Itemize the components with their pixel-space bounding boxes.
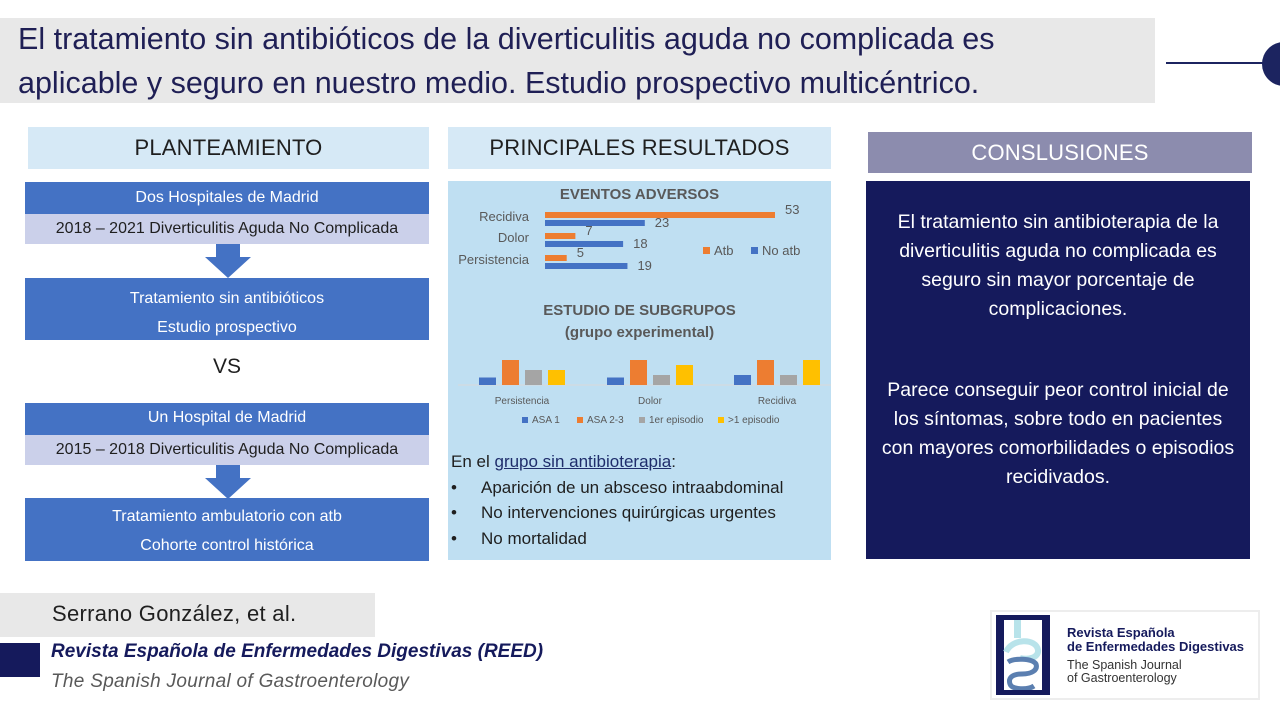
logo-text-main [1067,626,1244,654]
down-arrow-icon [205,465,251,499]
legend-swatch [577,417,583,423]
legend-swatch [718,417,724,423]
down-arrow-icon [205,244,251,278]
results-charts [448,181,831,441]
conclusions-panel [866,181,1250,559]
bar-no-atb [545,263,627,269]
result-bullet-text: No intervenciones quirúrgicas urgentes [481,503,776,522]
author-name: Serrano González, et al. [52,601,297,626]
group2-title: Un Hospital de Madrid [25,403,429,435]
category-label: Persistencia [494,396,550,407]
bar-asa-2-3 [757,360,774,385]
title-line-1: El tratamiento sin antibióticos de la diverticulitis aguda no complicada es [18,22,995,56]
result-bullet-text: No mortalidad [481,529,587,548]
group1-treatment: Tratamiento sin antibióticos [129,290,325,307]
bar-asa-1 [479,378,496,386]
category-label: Recidiva [479,209,529,224]
bar-asa-1 [607,378,624,386]
journal-name: Revista Española de Enfermedades Digestivas (REED) [51,641,544,662]
logo-line-2: de Enfermedades Digestivas [1067,639,1245,654]
result-bullet [451,529,587,549]
result-bullet [451,478,783,498]
result-bullet-text: Aparición de un absceso intraabdominal [481,478,784,497]
category-label: Persistencia [458,252,529,267]
results-intro-prefix: En el [451,452,495,471]
bar-atb [545,255,567,261]
logo-text-english [1067,659,1182,685]
bullet-mark: • [451,503,457,522]
legend-swatch [639,417,645,423]
planteamiento-heading: PLANTEAMIENTO [28,127,429,169]
data-label: 5 [576,245,584,260]
legend-label: >1 episodio [728,415,780,426]
subgroup-title-line1: ESTUDIO DE SUBGRUPOS [543,302,736,319]
bar-asa-2-3 [630,360,647,385]
logo-line-3: The Spanish Journal [1067,658,1182,672]
journal-english-name: The Spanish Journal of Gastroenterology [51,671,410,692]
data-label: 19 [637,258,652,273]
bullet-mark: • [451,478,457,497]
category-label: Dolor [638,396,662,407]
bar-asa-1 [734,375,751,385]
logo-line-1: Revista Española [1067,625,1175,640]
legend-swatch [703,247,710,254]
group1-title: Dos Hospitales de Madrid [25,182,429,214]
legend-label: Atb [714,243,734,258]
title-line-2: aplicable y seguro en nuestro medio. Estudio prospectivo multicéntrico. [18,66,980,100]
legend-label: ASA 1 [532,415,560,426]
bar--1-episodio [803,360,820,385]
category-label: Recidiva [757,396,797,407]
group1-design: Estudio prospectivo [157,319,297,336]
group1-box [25,278,429,340]
conclusiones-heading: CONSLUSIONES [868,132,1252,173]
bar--1-episodio [548,370,565,385]
group2-treatment: Tratamiento ambulatorio con atb [112,508,342,525]
bar--1-episodio [676,365,693,385]
legend-swatch [751,247,758,254]
bullet-mark: • [451,529,457,548]
decorative-circle [1262,42,1280,86]
results-intro-highlight: grupo sin antibioterapia [494,452,672,471]
data-label: 23 [654,215,670,230]
legend-swatch [522,417,528,423]
data-label: 18 [633,236,648,251]
result-bullet [451,503,776,523]
resultados-heading: PRINCIPALES RESULTADOS [448,127,831,169]
decorative-square [0,643,40,677]
adverse-events-chart-title: EVENTOS ADVERSOS [559,186,720,203]
bar-1er-episodio [780,375,797,385]
bar-1er-episodio [653,375,670,385]
legend-label: 1er episodio [649,415,704,426]
bar-no-atb [545,241,623,247]
bar-atb [545,233,575,239]
vs-label: VS [213,355,242,378]
digestive-logo-icon [992,612,1062,698]
results-intro-suffix: : [671,452,676,471]
bar-1er-episodio [525,370,542,385]
data-label: 53 [784,202,800,217]
bar-no-atb [545,220,645,226]
bar-asa-2-3 [502,360,519,385]
results-intro [451,452,676,472]
decorative-line [1166,62,1264,64]
subgroup-title-line2: (grupo experimental) [564,324,715,341]
conclusion-paragraph-2: Parece conseguir peor control inicial de los síntomas, sobre todo en pacientes con mayores comorbilidades o episodios recidivados. [881,379,1235,488]
conclusion-paragraph-1: El tratamiento sin antibioterapia de la diverticulitis aguda no complicada es seguro sin mayor porcentaje de complicaciones. [897,211,1219,320]
group2-box [25,498,429,561]
category-label: Dolor [497,230,529,245]
group1-period: 2018 – 2021 Diverticulitis Aguda No Complicada [25,214,429,244]
data-label: 7 [585,223,593,238]
group2-period: 2015 – 2018 Diverticulitis Aguda No Complicada [25,435,429,465]
group2-design: Cohorte control histórica [140,537,314,554]
legend-label: ASA 2-3 [587,415,624,426]
legend-label: No atb [762,243,801,258]
logo-line-4: of Gastroenterology [1067,671,1177,685]
